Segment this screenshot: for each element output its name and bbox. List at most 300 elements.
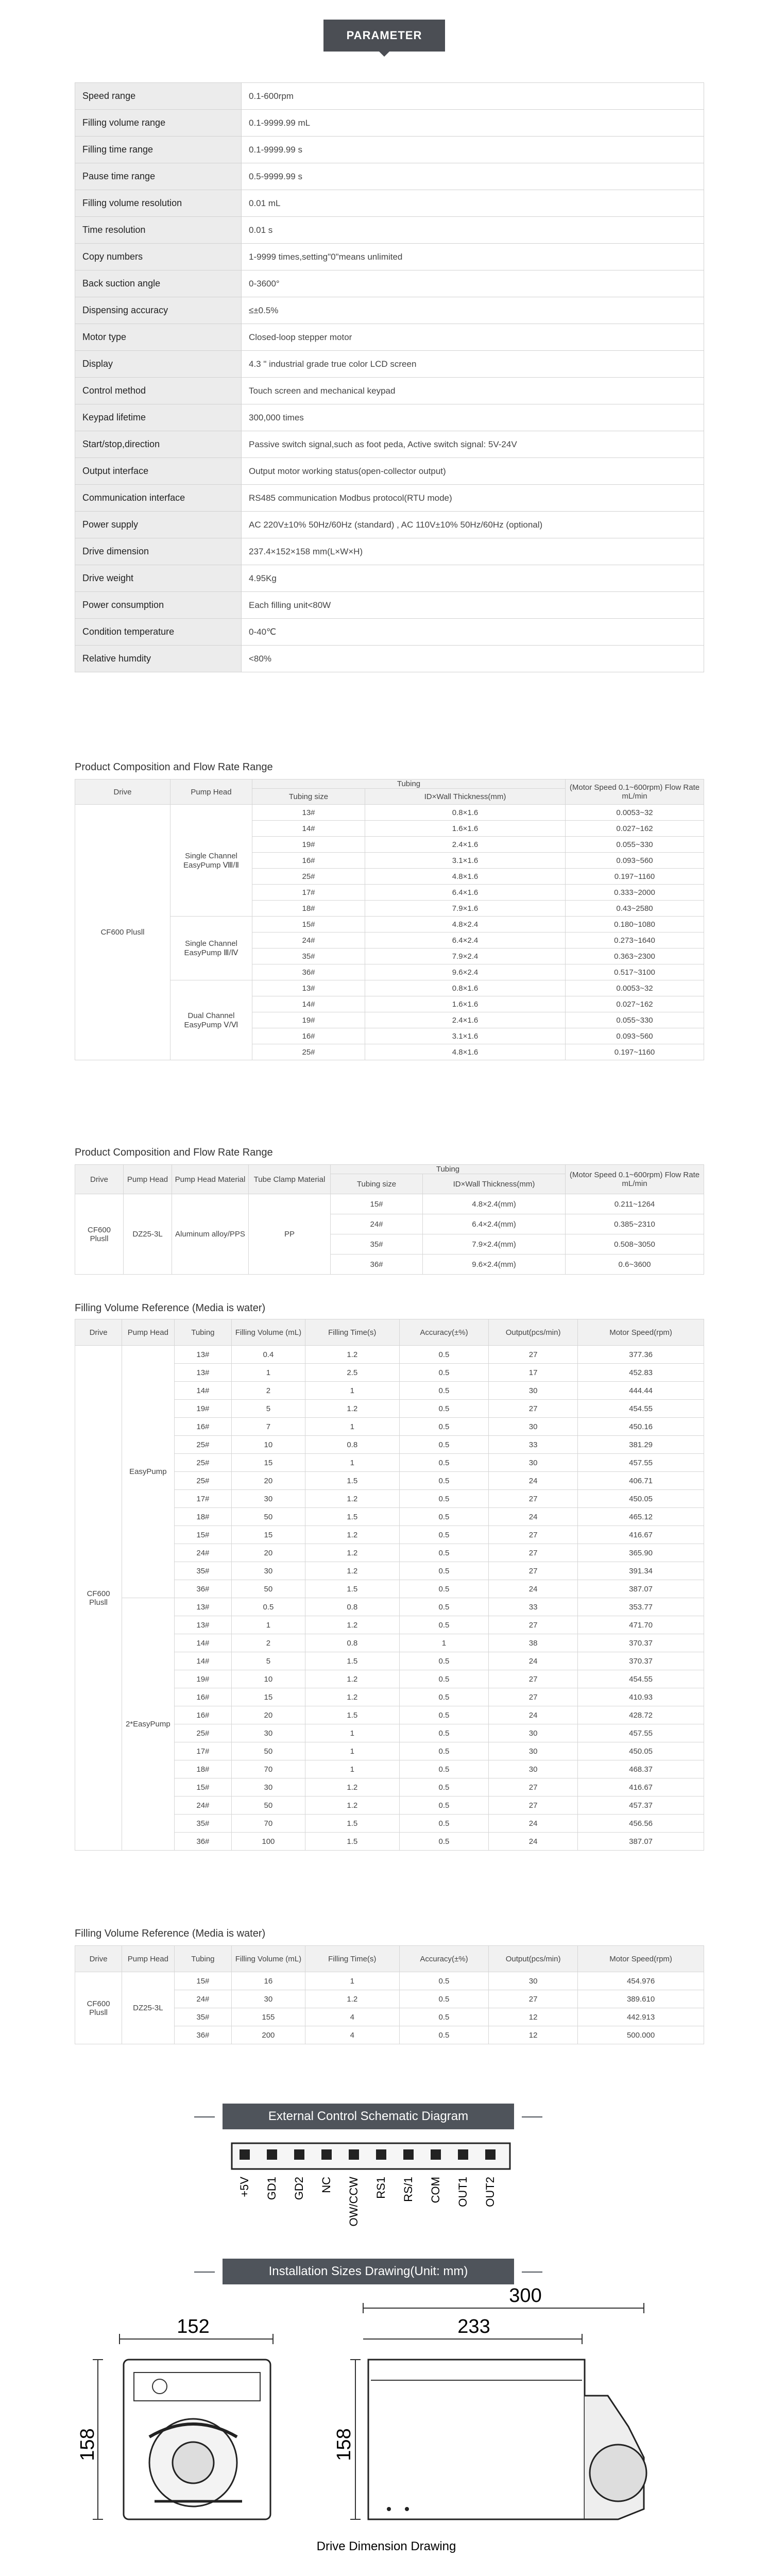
- data-cell: 24: [489, 1833, 578, 1851]
- param-value: 237.4×152×158 mm(L×W×H): [242, 538, 704, 565]
- data-cell: 30: [232, 1724, 305, 1742]
- data-cell: 0.027~162: [566, 821, 704, 837]
- data-cell: 0.508~3050: [566, 1234, 704, 1255]
- data-cell: 35#: [174, 1815, 232, 1833]
- drive-dimension-drawing: [77, 2285, 690, 2571]
- data-cell: 1.5: [305, 1472, 399, 1490]
- data-cell: 456.56: [578, 1815, 704, 1833]
- data-cell: 0.5: [399, 1760, 488, 1778]
- param-label: Drive dimension: [75, 538, 242, 565]
- param-value: 0.5-9999.99 s: [242, 163, 704, 190]
- header-drive: Drive: [75, 1165, 124, 1194]
- data-cell: 100: [232, 1833, 305, 1851]
- data-cell: 16#: [174, 1418, 232, 1436]
- data-cell: 0.43~2580: [566, 901, 704, 917]
- data-cell: 416.67: [578, 1526, 704, 1544]
- data-cell: 457.55: [578, 1724, 704, 1742]
- data-cell: 1.2: [305, 1400, 399, 1418]
- data-cell: 19#: [252, 837, 365, 853]
- param-row: [75, 485, 704, 512]
- parameter-table: [75, 82, 704, 672]
- data-cell: 10: [232, 1670, 305, 1688]
- data-cell: 27: [489, 1797, 578, 1815]
- header-pump-head: Pump Head: [170, 779, 252, 805]
- filling-table-2-wrap: [75, 1945, 704, 2044]
- data-cell: 6.4×2.4(mm): [423, 1214, 566, 1234]
- param-row: [75, 404, 704, 431]
- data-cell: 0.5: [399, 1742, 488, 1760]
- data-cell: 0.5: [399, 1833, 488, 1851]
- data-cell: 25#: [252, 1044, 365, 1060]
- data-cell: 0.5: [399, 1616, 488, 1634]
- data-cell: 0.055~330: [566, 1012, 704, 1028]
- data-cell: 1: [399, 1634, 488, 1652]
- data-cell: 381.29: [578, 1436, 704, 1454]
- pump-head-cell: Single Channel EasyPump Ⅲ/Ⅳ: [170, 917, 252, 980]
- data-cell: 0.5: [399, 1580, 488, 1598]
- data-cell: 4.8×1.6: [365, 1044, 566, 1060]
- param-value: 0.01 mL: [242, 190, 704, 217]
- param-label: Back suction angle: [75, 270, 242, 297]
- header-cell: Drive: [75, 1946, 122, 1972]
- pin-label: OUT2: [484, 2177, 497, 2207]
- param-value: 0-40℃: [242, 619, 704, 646]
- data-cell: 457.55: [578, 1454, 704, 1472]
- data-cell: 353.77: [578, 1598, 704, 1616]
- data-cell: 465.12: [578, 1508, 704, 1526]
- data-cell: 18#: [174, 1760, 232, 1778]
- data-cell: 1: [305, 1972, 399, 1990]
- param-label: Filling volume resolution: [75, 190, 242, 217]
- data-cell: 70: [232, 1760, 305, 1778]
- data-cell: 15: [232, 1688, 305, 1706]
- data-cell: 7: [232, 1418, 305, 1436]
- data-cell: 0.5: [232, 1598, 305, 1616]
- data-cell: 410.93: [578, 1688, 704, 1706]
- pin-label: RS/1: [402, 2177, 415, 2202]
- param-value: AC 220V±10% 50Hz/60Hz (standard) , AC 110V±10% 50Hz/60Hz (optional): [242, 512, 704, 538]
- param-row: [75, 297, 704, 324]
- data-cell: 0.211~1264: [566, 1194, 704, 1214]
- header-cell: Filling Time(s): [305, 1946, 399, 1972]
- data-cell: 454.55: [578, 1670, 704, 1688]
- flow-rate-table-1: [75, 779, 704, 1060]
- data-cell: 30: [489, 1382, 578, 1400]
- data-cell: 14#: [174, 1382, 232, 1400]
- drive-cell: CF600 Plusll: [75, 805, 170, 1060]
- data-cell: 0.363~2300: [566, 948, 704, 964]
- data-cell: 0.5: [399, 1508, 488, 1526]
- data-cell: 25#: [174, 1472, 232, 1490]
- data-cell: 365.90: [578, 1544, 704, 1562]
- data-cell: 1.2: [305, 1346, 399, 1364]
- data-cell: 1.2: [305, 1562, 399, 1580]
- data-cell: 1.5: [305, 1706, 399, 1724]
- data-cell: 1.5: [305, 1508, 399, 1526]
- terminal-pin: [403, 2149, 414, 2160]
- data-cell: 18#: [174, 1508, 232, 1526]
- data-cell: 450.16: [578, 1418, 704, 1436]
- data-cell: 0.6~3600: [566, 1255, 704, 1275]
- header-clamp: Tube Clamp Material: [249, 1165, 331, 1194]
- terminal-pin: [349, 2149, 359, 2160]
- param-row: [75, 538, 704, 565]
- param-row: [75, 619, 704, 646]
- data-cell: 387.07: [578, 1580, 704, 1598]
- data-cell: 370.37: [578, 1652, 704, 1670]
- header-id-wall: ID×Wall Thickness(mm): [423, 1174, 566, 1194]
- filling-reference-table-2: [75, 1945, 704, 2044]
- data-cell: 4: [305, 2026, 399, 2044]
- data-cell: 0.8: [305, 1436, 399, 1454]
- data-cell: 0.5: [399, 1652, 488, 1670]
- data-cell: 0.5: [399, 1598, 488, 1616]
- header-cell: Tubing: [174, 1319, 232, 1346]
- data-cell: 27: [489, 1616, 578, 1634]
- data-cell: 24#: [174, 1544, 232, 1562]
- data-cell: 4.8×2.4(mm): [423, 1194, 566, 1214]
- param-row: [75, 163, 704, 190]
- data-cell: 12: [489, 2008, 578, 2026]
- data-cell: 15#: [331, 1194, 423, 1214]
- data-cell: 2.4×1.6: [365, 837, 566, 853]
- data-cell: 24: [489, 1652, 578, 1670]
- data-cell: 0.5: [399, 1364, 488, 1382]
- param-row: [75, 378, 704, 404]
- header-cell: Filling Volume (mL): [232, 1319, 305, 1346]
- data-cell: 0.197~1160: [566, 1044, 704, 1060]
- drive-caption: Drive Dimension Drawing: [316, 2539, 456, 2553]
- param-row: [75, 592, 704, 619]
- data-cell: 27: [489, 1346, 578, 1364]
- data-cell: 7.9×2.4(mm): [423, 1234, 566, 1255]
- pump-cell: DZ25-3L: [124, 1194, 172, 1275]
- data-cell: 454.976: [578, 1972, 704, 1990]
- drive-cell: CF600 Plusll: [75, 1972, 122, 2044]
- data-cell: 14#: [174, 1652, 232, 1670]
- param-label: Condition temperature: [75, 619, 242, 646]
- data-cell: 25#: [252, 869, 365, 885]
- data-cell: 9.6×2.4(mm): [423, 1255, 566, 1275]
- param-value: ≤±0.5%: [242, 297, 704, 324]
- data-cell: 391.34: [578, 1562, 704, 1580]
- data-cell: 5: [232, 1400, 305, 1418]
- data-cell: 200: [232, 2026, 305, 2044]
- data-cell: 24: [489, 1508, 578, 1526]
- data-cell: 19#: [174, 1400, 232, 1418]
- data-cell: 27: [489, 1688, 578, 1706]
- param-row: [75, 512, 704, 538]
- table-row: [75, 1598, 704, 1616]
- data-cell: 0.5: [399, 1346, 488, 1364]
- data-cell: 4: [305, 2008, 399, 2026]
- data-cell: 1.2: [305, 1490, 399, 1508]
- data-cell: 50: [232, 1508, 305, 1526]
- data-cell: 14#: [252, 821, 365, 837]
- header-flow: (Motor Speed 0.1~600rpm) Flow Rate mL/min: [566, 779, 704, 805]
- flow-table-2-wrap: [75, 1164, 704, 1275]
- data-cell: 471.70: [578, 1616, 704, 1634]
- filling-reference-table-1: [75, 1319, 704, 1851]
- param-label: Output interface: [75, 458, 242, 485]
- dim-300: 300: [509, 2285, 542, 2307]
- data-cell: 1: [305, 1742, 399, 1760]
- param-value: RS485 communication Modbus protocol(RTU mode): [242, 485, 704, 512]
- data-cell: 17#: [174, 1490, 232, 1508]
- data-cell: 25#: [174, 1436, 232, 1454]
- pin-label: RS1: [374, 2177, 387, 2199]
- parameter-table-wrap: [75, 82, 704, 672]
- data-cell: 36#: [174, 1580, 232, 1598]
- header-flow: (Motor Speed 0.1~600rpm) Flow Rate mL/min: [566, 1165, 704, 1194]
- data-cell: 0.5: [399, 1688, 488, 1706]
- section-title-flow-1: Product Composition and Flow Rate Range: [75, 761, 273, 773]
- pin-label: OUT1: [456, 2177, 469, 2207]
- data-cell: 0.027~162: [566, 996, 704, 1012]
- param-row: [75, 351, 704, 378]
- data-cell: 444.44: [578, 1382, 704, 1400]
- dim-233: 233: [457, 2316, 490, 2337]
- data-cell: 1.2: [305, 1688, 399, 1706]
- data-cell: 0.197~1160: [566, 869, 704, 885]
- data-cell: 4.8×1.6: [365, 869, 566, 885]
- param-label: Relative humdity: [75, 646, 242, 672]
- data-cell: 3.1×1.6: [365, 853, 566, 869]
- data-cell: 0.4: [232, 1346, 305, 1364]
- data-cell: 1.5: [305, 1815, 399, 1833]
- pin-label: +5V: [238, 2177, 251, 2197]
- param-value: Touch screen and mechanical keypad: [242, 378, 704, 404]
- data-cell: 50: [232, 1580, 305, 1598]
- param-label: Speed range: [75, 83, 242, 110]
- terminal-pin: [458, 2149, 468, 2160]
- param-row: [75, 270, 704, 297]
- data-cell: 33: [489, 1436, 578, 1454]
- installation-title: Installation Sizes Drawing(Unit: mm): [223, 2259, 514, 2284]
- data-cell: 2: [232, 1382, 305, 1400]
- data-cell: 1.2: [305, 1990, 399, 2008]
- terminal-pin: [294, 2149, 304, 2160]
- data-cell: 35#: [174, 1562, 232, 1580]
- data-cell: 0.385~2310: [566, 1214, 704, 1234]
- header-id-wall: ID×Wall Thickness(mm): [365, 789, 566, 805]
- param-row: [75, 244, 704, 270]
- param-row: [75, 190, 704, 217]
- data-cell: 0.5: [399, 1436, 488, 1454]
- data-cell: 416.67: [578, 1778, 704, 1797]
- data-cell: 33: [489, 1598, 578, 1616]
- data-cell: 0.5: [399, 2026, 488, 2044]
- data-cell: 16#: [252, 1028, 365, 1044]
- data-cell: 36#: [252, 964, 365, 980]
- header-cell: Tubing: [174, 1946, 232, 1972]
- header-cell: Pump Head: [122, 1319, 174, 1346]
- data-cell: 2.5: [305, 1364, 399, 1382]
- data-cell: 0.5: [399, 2008, 488, 2026]
- param-label: Copy numbers: [75, 244, 242, 270]
- pin-label: NC: [320, 2177, 333, 2193]
- param-value: <80%: [242, 646, 704, 672]
- header-drive: Drive: [75, 779, 170, 805]
- drive-side-body: [368, 2360, 585, 2519]
- dim-158-front: 158: [77, 2428, 98, 2461]
- pump-head-cell: 2*EasyPump: [122, 1598, 174, 1851]
- table-row: [75, 1194, 704, 1214]
- data-cell: 0.5: [399, 1490, 488, 1508]
- data-cell: 20: [232, 1544, 305, 1562]
- data-cell: 24: [489, 1815, 578, 1833]
- param-label: Display: [75, 351, 242, 378]
- data-cell: 1.2: [305, 1526, 399, 1544]
- pump-head-cell: EasyPump: [122, 1346, 174, 1598]
- data-cell: 406.71: [578, 1472, 704, 1490]
- param-row: [75, 565, 704, 592]
- data-cell: 428.72: [578, 1706, 704, 1724]
- data-cell: 15#: [174, 1972, 232, 1990]
- param-row: [75, 83, 704, 110]
- param-label: Control method: [75, 378, 242, 404]
- data-cell: 27: [489, 1526, 578, 1544]
- data-cell: 12: [489, 2026, 578, 2044]
- param-label: Power consumption: [75, 592, 242, 619]
- dim-158-side: 158: [333, 2428, 355, 2461]
- terminal-pin: [431, 2149, 441, 2160]
- param-label: Communication interface: [75, 485, 242, 512]
- data-cell: 13#: [174, 1346, 232, 1364]
- pump-head-cell: Single Channel EasyPump Ⅷ/Ⅱ: [170, 805, 252, 917]
- data-cell: 36#: [174, 2026, 232, 2044]
- data-cell: 6.4×2.4: [365, 933, 566, 948]
- data-cell: 24: [489, 1580, 578, 1598]
- param-value: 4.95Kg: [242, 565, 704, 592]
- data-cell: 452.83: [578, 1364, 704, 1382]
- data-cell: 27: [489, 1990, 578, 2008]
- terminal-pin: [376, 2149, 386, 2160]
- param-row: [75, 324, 704, 351]
- data-cell: 35#: [174, 2008, 232, 2026]
- header-cell: Motor Speed(rpm): [578, 1319, 704, 1346]
- data-cell: 16#: [174, 1706, 232, 1724]
- data-cell: 1.2: [305, 1544, 399, 1562]
- clamp-cell: PP: [249, 1194, 331, 1275]
- param-value: 0.1-600rpm: [242, 83, 704, 110]
- data-cell: 20: [232, 1706, 305, 1724]
- header-cell: Filling Volume (mL): [232, 1946, 305, 1972]
- data-cell: 17#: [174, 1742, 232, 1760]
- data-cell: 0.5: [399, 1454, 488, 1472]
- data-cell: 18#: [252, 901, 365, 917]
- param-label: Power supply: [75, 512, 242, 538]
- data-cell: 30: [489, 1418, 578, 1436]
- data-cell: 0.5: [399, 1724, 488, 1742]
- data-cell: 1: [305, 1760, 399, 1778]
- data-cell: 3.1×1.6: [365, 1028, 566, 1044]
- data-cell: 24#: [252, 933, 365, 948]
- data-cell: 38: [489, 1634, 578, 1652]
- data-cell: 0.5: [399, 1418, 488, 1436]
- header-material: Pump Head Material: [172, 1165, 249, 1194]
- data-cell: 1: [305, 1382, 399, 1400]
- data-cell: 0.517~3100: [566, 964, 704, 980]
- header-cell: Output(pcs/min): [489, 1946, 578, 1972]
- data-cell: 0.5: [399, 1670, 488, 1688]
- data-cell: 27: [489, 1562, 578, 1580]
- param-value: 300,000 times: [242, 404, 704, 431]
- header-pump-head: Pump Head: [124, 1165, 172, 1194]
- data-cell: 5: [232, 1652, 305, 1670]
- data-cell: 0.5: [399, 1472, 488, 1490]
- data-cell: 0.5: [399, 1815, 488, 1833]
- header-cell: Motor Speed(rpm): [578, 1946, 704, 1972]
- pin-label: COM: [429, 2177, 442, 2204]
- data-cell: 4.8×2.4: [365, 917, 566, 933]
- header-cell: Drive: [75, 1319, 122, 1346]
- terminal-pin: [240, 2149, 250, 2160]
- data-cell: 370.37: [578, 1634, 704, 1652]
- data-cell: 454.55: [578, 1400, 704, 1418]
- data-cell: 1.2: [305, 1797, 399, 1815]
- data-cell: 0.5: [399, 1972, 488, 1990]
- data-cell: 36#: [331, 1255, 423, 1275]
- data-cell: 20: [232, 1472, 305, 1490]
- pin-label: OW/CCW: [347, 2177, 360, 2227]
- param-label: Filling volume range: [75, 110, 242, 137]
- param-label: Dispensing accuracy: [75, 297, 242, 324]
- data-cell: 30: [489, 1724, 578, 1742]
- data-cell: 442.913: [578, 2008, 704, 2026]
- data-cell: 155: [232, 2008, 305, 2026]
- data-cell: 15#: [174, 1526, 232, 1544]
- data-cell: 13#: [174, 1616, 232, 1634]
- data-cell: 1.5: [305, 1833, 399, 1851]
- pump-head-cell: DZ25-3L: [122, 1972, 174, 2044]
- data-cell: 0.5: [399, 1797, 488, 1815]
- data-cell: 16#: [252, 853, 365, 869]
- header-cell: Accuracy(±%): [399, 1946, 488, 1972]
- external-control-diagram: [221, 2138, 520, 2236]
- data-cell: 1: [305, 1454, 399, 1472]
- table-row: [75, 805, 704, 821]
- data-cell: 30: [489, 1972, 578, 1990]
- data-cell: 13#: [252, 980, 365, 996]
- data-cell: 0.5: [399, 1382, 488, 1400]
- param-row: [75, 646, 704, 672]
- data-cell: 17: [489, 1364, 578, 1382]
- param-label: Keypad lifetime: [75, 404, 242, 431]
- data-cell: 0.5: [399, 1544, 488, 1562]
- data-cell: 7.9×2.4: [365, 948, 566, 964]
- data-cell: 30: [232, 1990, 305, 2008]
- data-cell: 377.36: [578, 1346, 704, 1364]
- pump-head-cell: Dual Channel EasyPump Ⅴ/Ⅵ: [170, 980, 252, 1060]
- data-cell: 50: [232, 1797, 305, 1815]
- data-cell: 0.8: [305, 1634, 399, 1652]
- data-cell: 1.6×1.6: [365, 996, 566, 1012]
- data-cell: 1: [305, 1418, 399, 1436]
- header-tubing-size: Tubing size: [252, 789, 365, 805]
- data-cell: 1.5: [305, 1652, 399, 1670]
- data-cell: 1: [232, 1364, 305, 1382]
- param-value: 0.01 s: [242, 217, 704, 244]
- param-value: 0-3600°: [242, 270, 704, 297]
- data-cell: 14#: [252, 996, 365, 1012]
- data-cell: 24: [489, 1706, 578, 1724]
- data-cell: 500.000: [578, 2026, 704, 2044]
- param-label: Pause time range: [75, 163, 242, 190]
- param-value: Each filling unit<80W: [242, 592, 704, 619]
- data-cell: 0.180~1080: [566, 917, 704, 933]
- data-cell: 27: [489, 1490, 578, 1508]
